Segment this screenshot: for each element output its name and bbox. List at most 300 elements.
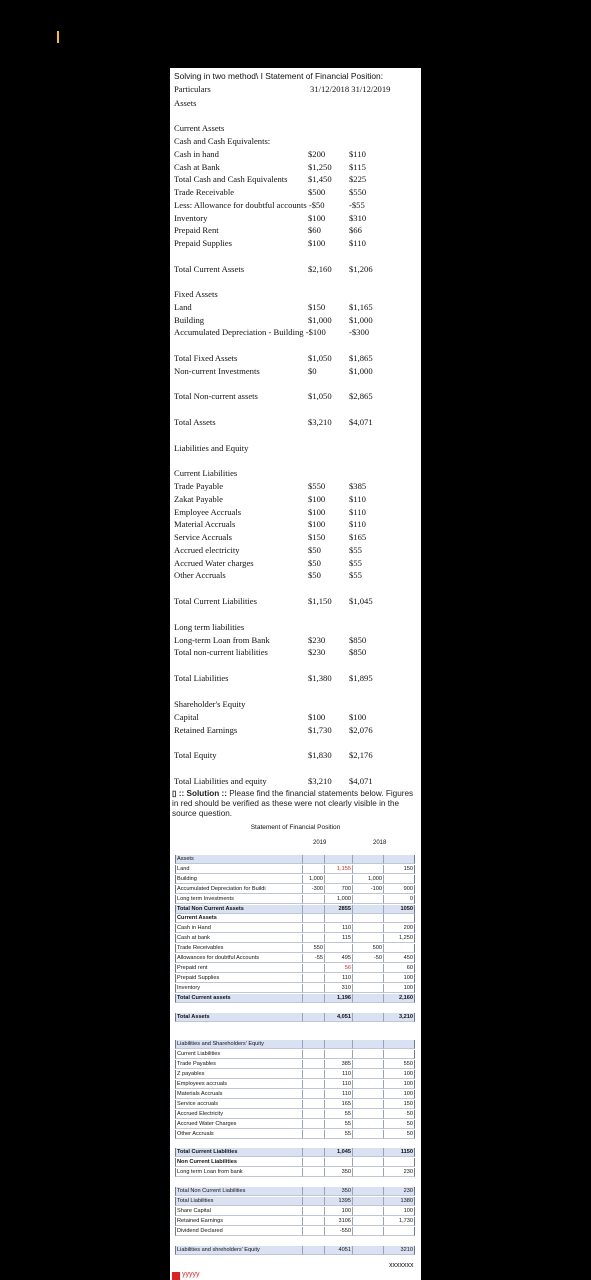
table-cell — [302, 1197, 324, 1206]
table-cell: 50 — [383, 1120, 415, 1129]
statement-value-2019: $1,165 — [349, 302, 373, 312]
table-cell — [302, 1110, 324, 1119]
table-cell: 110 — [324, 1070, 352, 1079]
table-row — [175, 1158, 415, 1167]
table-cell — [352, 1148, 383, 1157]
statement-value-2019: $110 — [349, 519, 366, 529]
table-cell: 700 — [324, 885, 352, 894]
table-cell: 100 — [383, 1090, 415, 1099]
table-cell — [352, 934, 383, 943]
table-row-label: Share Capital — [175, 1207, 302, 1216]
table-cell: 1,000 — [302, 875, 324, 884]
table-row — [175, 1227, 415, 1236]
table-cell — [302, 1246, 324, 1255]
table-cell: 2,160 — [383, 994, 415, 1003]
table-cell: 110 — [324, 1090, 352, 1099]
statement-label: Inventory — [174, 213, 208, 223]
table-cell — [324, 1040, 352, 1049]
table-row — [175, 885, 415, 894]
table-row-label: Other Accruals — [175, 1130, 302, 1139]
table-cell — [302, 924, 324, 933]
table-row — [175, 1207, 415, 1216]
table-cell — [302, 1227, 324, 1236]
statement-label: Total Equity — [174, 750, 217, 760]
table-row — [175, 1130, 415, 1139]
table-row — [175, 984, 415, 993]
statement-value-2019: $850 — [349, 635, 367, 645]
table-cell: 60 — [383, 964, 415, 973]
table-row-label: Retained Earnings — [175, 1217, 302, 1226]
table-cell — [302, 1090, 324, 1099]
table-cell — [352, 1120, 383, 1129]
table-cell — [302, 1070, 324, 1079]
statement-label: Total Liabilities — [174, 673, 229, 683]
table-cell: 1150 — [383, 1148, 415, 1157]
statement-value-2018: $550 — [308, 481, 326, 491]
table-cell — [302, 1013, 324, 1022]
statement-value-2018: $230 — [308, 635, 326, 645]
table-cell: 495 — [324, 954, 352, 963]
statement-label: Trade Payable — [174, 481, 224, 491]
table-cell: -300 — [302, 885, 324, 894]
table-row — [175, 895, 415, 904]
particulars-header: Particulars — [174, 84, 211, 94]
table-cell — [383, 1050, 415, 1059]
statement-value-2019: $4,071 — [349, 776, 373, 786]
table-row-label: Total Non Current Assets — [175, 905, 302, 914]
table-cell: 110 — [324, 974, 352, 983]
statement-label: Fixed Assets — [174, 289, 218, 299]
table-cell: 450 — [383, 954, 415, 963]
table-cell: 230 — [383, 1187, 415, 1196]
statement-value-2019: $110 — [349, 494, 366, 504]
table-row-label: Prepaid Supplies — [175, 974, 302, 983]
statement-label: Liabilities and Equity — [174, 443, 249, 453]
table-cell: 56 — [324, 964, 352, 973]
table-row — [175, 954, 415, 963]
table-cell — [324, 1050, 352, 1059]
table-cell — [352, 1070, 383, 1079]
table-row — [175, 875, 415, 884]
statement-value-2018: $3,210 — [308, 417, 332, 427]
table-cell: 100 — [383, 1207, 415, 1216]
table-cell — [302, 1148, 324, 1157]
statement-label: Accrued Water charges — [174, 558, 254, 568]
statement-label: Employee Accruals — [174, 507, 242, 517]
statement-label: Land — [174, 302, 192, 312]
table-row-label: Current Assets — [175, 914, 302, 923]
table-cell: 100 — [324, 1207, 352, 1216]
table-row-label: Cash in Hand — [175, 924, 302, 933]
table-cell — [302, 914, 324, 923]
table-cell — [352, 1110, 383, 1119]
table-row-label: Accrued Water Charges — [175, 1120, 302, 1129]
red-flag-icon — [172, 1272, 180, 1280]
statement-value-2019: $850 — [349, 647, 367, 657]
statement-value-2018: $1,450 — [308, 174, 332, 184]
table-cell: 100 — [383, 974, 415, 983]
table-cell — [302, 1207, 324, 1216]
statement-label: Current Liabilities — [174, 468, 238, 478]
statement-value-2018: $100 — [308, 507, 326, 517]
table-row-label: Liabilities and Shareholders' Equity — [175, 1040, 302, 1049]
statement-label: Total Current Assets — [174, 264, 245, 274]
statement-label: Building — [174, 315, 205, 325]
table-cell — [324, 944, 352, 953]
table-cell — [352, 1168, 383, 1177]
document-page — [170, 68, 421, 1280]
table-row — [175, 1040, 415, 1049]
table-row — [175, 994, 415, 1003]
table-cell: 0 — [383, 895, 415, 904]
table-cell: 100 — [383, 1080, 415, 1089]
table-row — [175, 855, 415, 864]
solution-label: ▯ :: Solution :: — [172, 789, 227, 798]
table-cell: 200 — [383, 924, 415, 933]
table-cell — [383, 1040, 415, 1049]
page-title: Solving in two method\ I Statement of Financial Position: — [174, 71, 384, 81]
table-row — [175, 865, 415, 874]
statement-value-2019: -$300 — [349, 327, 370, 337]
table-row — [175, 1168, 415, 1177]
table-cell: 100 — [383, 984, 415, 993]
statement-label: Cash in hand — [174, 149, 219, 159]
table-cell — [352, 1227, 383, 1236]
table-row-label: Assets — [175, 855, 302, 864]
table-cell: 1,000 — [324, 895, 352, 904]
table-row-label: Materials Accruals — [175, 1090, 302, 1099]
table-row — [175, 1060, 415, 1069]
table-row — [175, 964, 415, 973]
statement-label: Long term liabilities — [174, 622, 245, 632]
statement-value-2018: $3,210 — [308, 776, 332, 786]
table-cell: 500 — [352, 944, 383, 953]
statement-label: Material Accruals — [174, 519, 236, 529]
statement-label: Accrued electricity — [174, 545, 240, 555]
table-row — [175, 1100, 415, 1109]
year-2018-header: 2018 — [373, 840, 387, 846]
statement-value-2019: $110 — [349, 149, 366, 159]
statement-label: Total non-current liabilities — [174, 647, 268, 657]
table-cell: 1380 — [383, 1197, 415, 1206]
table-row — [175, 934, 415, 943]
statement-value-2019: $110 — [349, 507, 366, 517]
statement-label: Prepaid Rent — [174, 225, 219, 235]
table-cell: 230 — [383, 1168, 415, 1177]
table-cell — [302, 984, 324, 993]
statement-value-2018: $100 — [308, 712, 326, 722]
statement-value-2018: $150 — [308, 532, 326, 542]
table-cell: 1395 — [324, 1197, 352, 1206]
statement-value-2019: $55 — [349, 558, 362, 568]
statement-value-2018: $50 — [308, 558, 321, 568]
table-cell: 4051 — [324, 1246, 352, 1255]
statement-label: Long-term Loan from Bank — [174, 635, 270, 645]
table-row — [175, 1217, 415, 1226]
table-cell — [352, 1207, 383, 1216]
table-cell — [302, 895, 324, 904]
table-cell: 150 — [383, 865, 415, 874]
statement-value-2019: $110 — [349, 238, 366, 248]
table-cell: -100 — [352, 885, 383, 894]
table-row-label: Prepaid rent — [175, 964, 302, 973]
statement-value-2018: $1,250 — [308, 162, 332, 172]
table-row — [175, 914, 415, 923]
table-cell: 1,730 — [383, 1217, 415, 1226]
table-row — [175, 1148, 415, 1157]
table-cell — [302, 1060, 324, 1069]
statement-label: Total Cash and Cash Equivalents — [174, 174, 288, 184]
table-cell: 1,155 — [324, 865, 352, 874]
financial-table — [175, 840, 415, 1258]
statement-value-2018: $150 — [308, 302, 326, 312]
table-cell — [352, 1060, 383, 1069]
statement-value-2018: $230 — [308, 647, 326, 657]
table-row — [175, 1050, 415, 1059]
statement-value-2018: $100 — [308, 519, 326, 529]
table-cell — [302, 1120, 324, 1129]
table-cell: 1,250 — [383, 934, 415, 943]
table-cell — [302, 1080, 324, 1089]
table-cell — [302, 1217, 324, 1226]
table-cell: 550 — [302, 944, 324, 953]
table-cell — [302, 934, 324, 943]
table-cell: 310 — [324, 984, 352, 993]
table-cell — [352, 1158, 383, 1167]
table-cell: 3210 — [383, 1246, 415, 1255]
statement-value-2018: $1,150 — [308, 596, 332, 606]
statement-label: Trade Receivable — [174, 187, 235, 197]
statement-value-2019: $4,071 — [349, 417, 373, 427]
year-2019-header: 2019 — [313, 840, 327, 846]
table-cell: 55 — [324, 1120, 352, 1129]
table-cell: 115 — [324, 934, 352, 943]
table-row — [175, 1090, 415, 1099]
table-row — [175, 1197, 415, 1206]
statement-label: Cash at Bank — [174, 162, 220, 172]
table-row-label: Allowances for doubtful Accounts — [175, 954, 302, 963]
table-cell — [352, 914, 383, 923]
statement-value-2019: -$55 — [349, 200, 365, 210]
statement-value-2018: $200 — [308, 149, 326, 159]
table-cell — [352, 1187, 383, 1196]
dates-header: 31/12/2018 31/12/2019 — [310, 84, 391, 94]
table-cell — [383, 944, 415, 953]
statement-value-2018: $1,000 — [308, 315, 332, 325]
table-row-label: Dividend Declared — [175, 1227, 302, 1236]
table-cell — [352, 1130, 383, 1139]
statement-value-2018: $1,830 — [308, 750, 332, 760]
table-cell: 165 — [324, 1100, 352, 1109]
table-cell — [302, 994, 324, 1003]
table-cell — [383, 855, 415, 864]
table-row-label: Total Liabilities — [175, 1197, 302, 1206]
table-row — [175, 1080, 415, 1089]
table-cell — [302, 1158, 324, 1167]
table-title: Statement of Financial Position — [250, 824, 341, 831]
table-row — [175, 905, 415, 914]
table-cell: 110 — [324, 1080, 352, 1089]
table-row-label: Trade Payables — [175, 1060, 302, 1069]
statement-value-2018: $100 — [308, 213, 326, 223]
table-cell — [302, 905, 324, 914]
statement-value-2019: $1,865 — [349, 353, 373, 363]
table-cell — [352, 1217, 383, 1226]
statement-value-2019: $2,176 — [349, 750, 373, 760]
table-row-label: Total Assets — [175, 1013, 302, 1022]
statement-label: Non-current Investments — [174, 366, 260, 376]
table-cell: 550 — [383, 1060, 415, 1069]
statement-label: Other Accruals — [174, 570, 226, 580]
table-cell: 100 — [383, 1070, 415, 1079]
table-row-label: Total Current assets — [175, 994, 302, 1003]
table-cell: 2855 — [324, 905, 352, 914]
table-row-label: Building — [175, 875, 302, 884]
table-row-label: Non Current Liabilities — [175, 1158, 302, 1167]
table-row — [175, 944, 415, 953]
table-cell: -55 — [302, 954, 324, 963]
statement-value-2018: $500 — [308, 187, 326, 197]
statement-value-2018: $50 — [308, 545, 321, 555]
table-cell: -50 — [352, 954, 383, 963]
statement-value-2019: $100 — [349, 712, 367, 722]
statement-value-2019: $115 — [349, 162, 366, 172]
statement-label: Shareholder's Equity — [174, 699, 246, 709]
table-row-label: Z payables — [175, 1070, 302, 1079]
table-row — [175, 1246, 415, 1255]
table-cell — [352, 1080, 383, 1089]
statement-label: Total Fixed Assets — [174, 353, 238, 363]
table-cell: 150 — [383, 1100, 415, 1109]
statement-value-2018: $1,730 — [308, 725, 332, 735]
table-cell — [352, 1100, 383, 1109]
statement-value-2018: $0 — [308, 366, 317, 376]
table-cell — [352, 905, 383, 914]
table-cell: 1050 — [383, 905, 415, 914]
statement-value-2018: $1,050 — [308, 353, 332, 363]
table-cell — [352, 974, 383, 983]
table-cell — [302, 865, 324, 874]
table-cell: 110 — [324, 924, 352, 933]
table-cell — [324, 875, 352, 884]
statement-label: Zakat Payable — [174, 494, 223, 504]
table-cell — [302, 1187, 324, 1196]
table-row-label: Land — [175, 865, 302, 874]
statement-label: Current Assets — [174, 123, 225, 133]
table-cell — [324, 914, 352, 923]
table-cell — [302, 964, 324, 973]
statement-value-2018: $100 — [308, 238, 326, 248]
statement-label: Total Liabilities and equity — [174, 776, 267, 786]
table-row-label: Total Non Current Liabilities — [175, 1187, 302, 1196]
statement-value-2019: $1,895 — [349, 673, 373, 683]
statement-value-2018: $1,380 — [308, 673, 332, 683]
table-cell — [302, 1050, 324, 1059]
table-cell: 1,045 — [324, 1148, 352, 1157]
statement-value-2019: $225 — [349, 174, 367, 184]
table-cell: 3,210 — [383, 1013, 415, 1022]
table-row-label: Cash at bank — [175, 934, 302, 943]
table-row-label: Trade Receivables — [175, 944, 302, 953]
table-row — [175, 1187, 415, 1196]
table-cell: 385 — [324, 1060, 352, 1069]
table-cell: 50 — [383, 1130, 415, 1139]
table-cell — [302, 974, 324, 983]
statement-value-2019: $385 — [349, 481, 367, 491]
table-row — [175, 924, 415, 933]
table-row — [175, 1110, 415, 1119]
table-cell: 55 — [324, 1110, 352, 1119]
table-cell — [383, 914, 415, 923]
table-cell — [302, 1130, 324, 1139]
table-row-label: Long term Loan from bank — [175, 1168, 302, 1177]
table-cell: 50 — [383, 1110, 415, 1119]
statement-value-2019: $66 — [349, 225, 362, 235]
table-cell: 1,196 — [324, 994, 352, 1003]
table-cell — [302, 1168, 324, 1177]
statement-value-2019: $1,045 — [349, 596, 373, 606]
table-cell: -550 — [324, 1227, 352, 1236]
statement-value-2018: $60 — [308, 225, 321, 235]
table-cell — [302, 1040, 324, 1049]
table-cell — [352, 1197, 383, 1206]
statement-value-2019: $165 — [349, 532, 367, 542]
statement-value-2019: $1,000 — [349, 366, 373, 376]
table-cell: 55 — [324, 1130, 352, 1139]
table-cell — [352, 1090, 383, 1099]
redacted-marks: xxxxxxx — [389, 1262, 414, 1269]
table-cell — [383, 1158, 415, 1167]
statement-label: Retained Earnings — [174, 725, 238, 735]
statement-label: Prepaid Supplies — [174, 238, 233, 248]
table-cell — [352, 865, 383, 874]
table-cell — [352, 924, 383, 933]
table-cell — [352, 964, 383, 973]
statement-value-2019: $550 — [349, 187, 367, 197]
statement-value-2019: $1,206 — [349, 264, 373, 274]
table-cell — [302, 1100, 324, 1109]
table-row-label: Current Liabilities — [175, 1050, 302, 1059]
table-cell: 350 — [324, 1187, 352, 1196]
statement-label: Assets — [174, 98, 197, 108]
table-cell — [324, 1158, 352, 1167]
statement-value-2018: $50 — [308, 570, 321, 580]
statement-value-2019: $2,076 — [349, 725, 373, 735]
table-cell — [352, 855, 383, 864]
table-cell — [352, 1040, 383, 1049]
table-row — [175, 1070, 415, 1079]
table-cell — [352, 1246, 383, 1255]
table-cell: 3106 — [324, 1217, 352, 1226]
statement-label: Capital — [174, 712, 199, 722]
table-row-label: Total Current Liablities — [175, 1148, 302, 1157]
table-cell: 4,051 — [324, 1013, 352, 1022]
statement-label: Cash and Cash Equivalents: — [174, 136, 271, 146]
table-cell — [383, 1227, 415, 1236]
table-row-label: Accrued Electricity — [175, 1110, 302, 1119]
statement-value-2018: $1,050 — [308, 391, 332, 401]
table-row-label: Inventory — [175, 984, 302, 993]
table-cell — [352, 895, 383, 904]
table-row-label: Employees accruals — [175, 1080, 302, 1089]
table-cell — [352, 1013, 383, 1022]
table-row-label: Liabilities and shreholders' Equity — [175, 1246, 302, 1255]
statement-value-2019: $310 — [349, 213, 367, 223]
table-row-label: Service accruals — [175, 1100, 302, 1109]
statement-value-2019: $55 — [349, 570, 362, 580]
statement-label: Total Non-current assets — [174, 391, 258, 401]
table-cell — [352, 984, 383, 993]
